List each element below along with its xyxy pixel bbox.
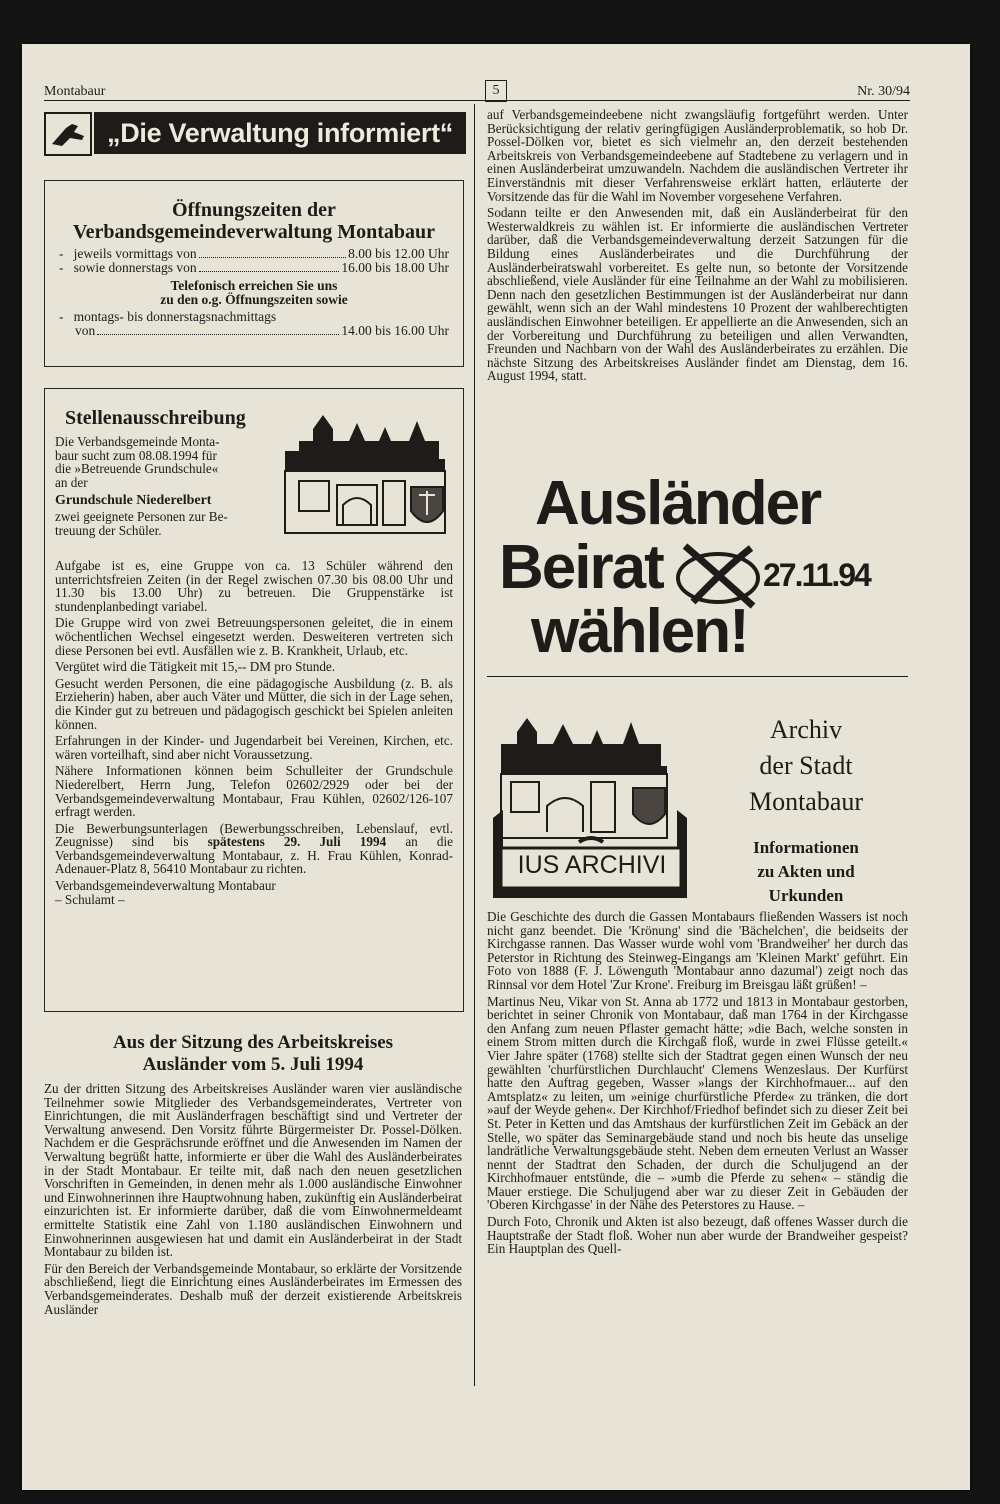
ius-archivi-label: IUS ARCHIVI [517,851,667,879]
poster-line-beirat: Beirat [499,533,663,602]
job-signature-dept: – Schulamt – [55,891,125,907]
article-paragraph: Martinus Neu, Vikar von St. Anna ab 1772 und 1813 in Montabaur gestorben, berichtet in seiner Chronik von Montabaur, daß man 1764 in der Kirchgasse den Anfang zum neuen Pflaster gemacht hätte; »die Bach, welche sonsten in einem Strom mitten durch die Kirchgaß floß, wurde in zwei Flüsse geteilt.« Vier Jahre später (1768) stellte sich der Stadtrat gegen einen Wunsch der neu gewählten 'churfürstlichen Durchlaucht' Clemens Wenzeslaus. Der Kurfürst hatte den Auftrag gegeben, Wasser »langs der Kirchhofmauer... auf den Amtsplatz« zu leiten, um »einige churfürstliche Pferde« zu tränken, die dort »auf der Weyde gehen«. Der Kirchhof/Friedhof befindet sich zu dieser Zeit bei St. Peter in Ketten und das Amtshaus der kurfürstlichen Zeit im Gebäck an der Stelle, wo später das Seminargebäude stand und noch bis heute das unselige landrätliche Verwaltungsgebäude steht. Neben dem erneuten Verlust an Wasser nennt der Stadtrat den Schaden, der durch die Schuljugend an der Kirchhofmauer entstünde, die – »umb die Pferde zu sehen« – ständig die Mauer erstiege. Die Schuljugend aber war zu dieser Zeit in Gebäuden der 'Oberen Kirchgasse' in der Nähe des Peterstores zu Hause. – [487,993,908,1213]
election-poster [487,470,908,675]
hours-title-line2: Verbandsgemeindeverwaltung Montabaur [72,221,436,243]
poster-line-waehlen: wählen! [531,597,748,666]
article-paragraph: Zu der dritten Sitzung des Arbeitskreises Ausländer waren vier ausländische Teilnehmer sowie Mitglieder des Verbandsgemeinderates, Vertreter von Einrichtungen, die mit Ausländerfragen beschäftigt sind und Vertreter der Verwaltung anwesend. Den Vorsitz führte Bürgermeister Dr. Possel-Dölken. Nachdem er die Gesprächsrunde eröffnet und die Anwesenden im Namen der Verwaltung begrüßt hatte, informierte er über die Wahl des Ausländerbeirates in der Stadt Montabaur. Er teilte mit, daß nach den neuen gesetzlichen Vorschriften in Gemeinden, in denen mehr als 1.000 ausländische Einwohner und Einwohnerinnen ihre Hauptwohnung haben, zukünftig ein Ausländerbeirat einzurichten ist. Er informierte darüber, daß die vom Einwohnermeldeamt ermittelte Statistik eine Zahl von 1.180 ausländischen Einwohnern und Einwohnerinnen ausgewiesen hat und damit ein Ausländerbeirat in der Stadt Montabaur zu bilden ist. [44,1081,462,1260]
poster-line-auslaender: Ausländer [535,469,821,538]
article-paragraph: Durch Foto, Chronik und Akten ist also bezeugt, daß offenes Wasser durch die Hauptstraße der Stadt floß. Woher nun aber wurde der Brandweiher gespeist? Ein Hauptplan des Quell- [487,1214,908,1257]
column-divider [474,104,475,1386]
job-posting-box [44,388,464,1012]
header-town: Montabaur [44,84,106,99]
article-paragraph: Die Geschichte des durch die Gassen Montabaurs fließenden Wassers ist noch nicht ganz beendet. Die 'Krönung' sind die 'Bächelchen', die beidseits der Kirchgasse rannen. Das Wasser wurde wohl vom 'Brandweiher' her durch das Peterstor in Richtung des Steinweg-Eingangs am 'Kleinen Markt' geführt. Ein Foto von 1888 (F. J. Löwenguth 'Montabaur anno dazumal') zeigt noch das Rinnsal vor dem Hotel 'Zur Krone'. Freiburg im Breisgau läßt grüßen! – [487,909,908,992]
job-signature: Verbandsgemeindeverwaltung Montabaur [55,878,276,894]
banner-title: „Die Verwaltung informiert“ [94,112,466,154]
hours-title [45,199,463,243]
job-paragraph: Nähere Informationen können beim Schulleiter der Grundschule Niederelbert, Herrn Jung, Telefon 02602/2929 oder bei der Verbandsgemeindeverwaltung Montabaur, Frau Kühlen, 02602/126-107 erfragt werden. [55,763,453,820]
issue-number: Nr. 30/94 [857,84,910,99]
town-coat-of-arms-logo [279,411,451,537]
archiv-article-body [487,910,908,1259]
article-paragraph: Sodann teilte er den Anwesenden mit, daß ein Ausländerbeirat für den Westerwaldkreis zu wählen ist. Er informierte die ausländischen Vertreter darüber, daß die Verbandsgemeindeverwaltung derzeit Satzungen für die Bildung eines Ausländerbeirates und die Durchführung der Ausländerbeiratswahl vorbereitet. Es gelte nun, so betonte der Vorsitzende abschließend, viele Ausländer für eine Teilnahme an der Wahl zu mobilisieren. Denn nach den gesetzlichen Bestimmungen ist der Ausländerbeirat nur dann gewählt, wenn sich an der Wahl mindestens 10 Prozent der wahlberechtigten ausländischen Einwohner beteiligen. Er appellierte an die Anwesenden, sich an der Vorbereitung und Durchführung zu beteiligen und allen Verwandten, Freunden und Nachbarn von der Wahl des Ausländerbeirates zu erzählen. Die nächste Sitzung des Arbeitskreises Ausländer findet am Dienstag, dem 16. August 1994, statt. [487,205,908,384]
poster-date: 27.11.94 [763,557,870,593]
phone-note-line2: zu den o.g. Öffnungszeiten sowie [160,292,348,307]
article-paragraph: auf Verbandsgemeindeebene nicht zwangsläufig fortgeführt werden. Unter Berücksichtigung der relativ geringfügigen Ausländerproblematik, so hob Dr. Possel-Dölken vor, bietet es sich vielmehr an, den derzeit bestehenden Arbeitskreis von Verbandsgemeindeebene auf Stadtebene zu verlagern und in einen Ausländerbeirat umzuwandeln. Nachdem die ausländischen Vertreter ihr Einverständnis mit dieser Verfahrensweise erklärt hatten, erläuterte der Vorsitzende das für die Wahl im November vorgesehene Verfahren. [487,107,908,204]
job-body [55,559,453,906]
page-number: 5 [485,80,507,102]
opening-hours-box [44,180,464,367]
hand-pointer-icon [44,112,92,156]
meeting-article-body [44,1082,462,1319]
job-paragraph: Aufgabe ist es, eine Gruppe von ca. 13 Schüler während den unterrichtsfreien Zeiten (in der Regel zwischen 07.30 bis 08.00 Uhr und 11.30 bis 13.00 Uhr) zu betreuen. Die Gruppenstärke ist stundenplanbedingt variabel. [55,558,453,614]
page-header [44,80,910,100]
job-intro: Die Verbandsgemeinde Monta- baur sucht zum 08.08.1994 für die »Betreuende Grundschule« an der Grundschule Niederelbert zwei geeignete Personen zur Be- treuung der Schüler. [55,435,275,537]
archiv-subtitle: Informationen zu Akten und Urkunden [753,838,859,905]
archiv-title: Archiv der Stadt Montabaur [748,715,864,816]
meeting-article-title: Aus der Sitzung des Arbeitskreises Ausländer vom 5. Juli 1994 [112,1032,394,1075]
job-paragraph: Erfahrungen in der Kinder- und Jugendarbeit bei Vereinen, Kirchen, etc. wären vorteilhaft, sind aber nicht Voraussetzung. [55,733,453,762]
job-paragraph: Gesucht werden Personen, die eine pädagogische Ausbildung (z. B. als Erzieherin) haben, aber auch Väter und Mütter, die sich in der Lage sehen, die Kinder gut zu betreuen und pädagogisch geschickt bei Spielen anleiten können. [55,675,453,732]
article-paragraph: Für den Bereich der Verbandsgemeinde Montabaur, so erklärte der Vorsitzende abschließend, liegt die Einrichtung eines Ausländerbeirates im Ermessen des Verbandsgemeinderates. Deshalb muß der derzeit existierende Arbeitskreis Ausländer [44,1260,462,1317]
hours-row-afternoon: von 14.00 bis 16.00 Uhr [75,323,449,338]
hours-row-weekday: - jeweils vormittags von 8.00 bis 12.00 Uhr [59,246,449,261]
hours-title-line1: Öffnungszeiten der [172,199,336,221]
job-title: Stellenausschreibung [65,407,246,429]
job-paragraph: Die Gruppe wird von zwei Betreuungspersonen geleitet, die in einem wöchentlichen Wechsel eingesetzt werden. Desweiteren vertreten sich diese Personen bei evtl. Ausfällen wie z. B. Krankheit, Urlaub, etc. [55,615,453,658]
hours-row-thursday: - sowie donnerstags von 16.00 bis 18.00 Uhr [59,260,449,275]
section-banner [44,112,468,154]
meeting-article-continued [487,108,908,386]
deadline: spätestens 29. Juli 1994 [207,834,387,850]
phone-note-line1: Telefonisch erreichen Sie uns [170,278,338,293]
poster-rule [487,676,908,677]
header-rule [44,100,910,101]
job-paragraph-deadline: Die Bewerbungsunterlagen (Bewerbungsschreiben, Lebenslauf, evtl. Zeugnisse) sind bis spätestens 29. Juli 1994 an die Verbandsgemeindeverwaltung Montabaur, z. H. Frau Kühlen, Konrad-Adenauer-Platz 8, 56410 Montabaur zu richten. [55,820,453,877]
job-paragraph: Vergütet wird die Tätigkeit mit 15,-- DM pro Stunde. [55,659,336,675]
school-name: Grundschule Niederelbert [55,493,212,509]
hours-row-afternoon-label: - montags- bis donnerstagsnachmittags [59,309,277,324]
